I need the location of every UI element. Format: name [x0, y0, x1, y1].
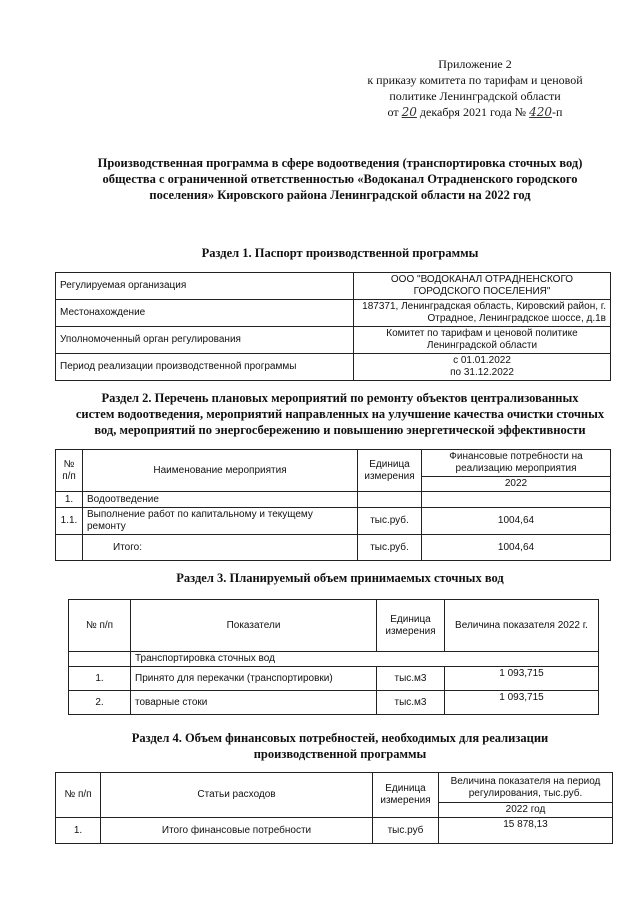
document-title: [40, 155, 640, 203]
section3-title: Раздел 3. Планируемый объем принимаемых сточных вод: [176, 571, 504, 585]
row-unit: тыс.руб.: [358, 508, 422, 535]
col-header-num: № п/п: [56, 450, 83, 492]
row-num: 2.: [69, 691, 131, 715]
table-row: [56, 535, 611, 561]
passport-label: Период реализации производственной программы: [56, 354, 354, 381]
row-unit: тыс.м3: [377, 667, 445, 691]
col-header-unit: Единица измерения: [358, 450, 422, 492]
col-header-unit: Единица измерения: [373, 773, 439, 818]
handwritten-number: 420: [529, 105, 553, 119]
appendix-header: [340, 56, 610, 120]
row-value: [422, 492, 611, 508]
measures-table: [55, 449, 611, 561]
section2-title: [40, 390, 640, 438]
appendix-date-line: [340, 104, 610, 120]
finance-table: [55, 772, 613, 844]
table-group-row: [69, 652, 599, 667]
row-value: 1004,64: [422, 535, 611, 561]
section4-title-line: Раздел 4. Объем финансовых потребностей, необходимых для реализации: [131, 731, 549, 745]
col-header-item: Статьи расходов: [101, 773, 373, 818]
row-value: 1 093,715: [445, 667, 599, 691]
title-line: общества с ограниченной ответственностью «Водоканал Отрадненского городского: [102, 172, 578, 186]
row-indicator: товарные стоки: [131, 691, 377, 715]
table-row: [56, 273, 611, 300]
group-spacer: [69, 652, 131, 667]
row-name: Выполнение работ по капитальному и текущему ремонту: [83, 508, 358, 535]
appendix-line: к приказу комитета по тарифам и ценовой: [367, 73, 583, 87]
row-name: Итого:: [83, 535, 358, 561]
section2-title-line: Раздел 2. Перечень плановых мероприятий по ремонту объектов централизованных: [101, 391, 579, 405]
passport-table: [55, 272, 611, 381]
row-value: 1 093,715: [445, 691, 599, 715]
table-row: [56, 492, 611, 508]
table-row: [56, 354, 611, 381]
col-header-num: № п/п: [56, 773, 101, 818]
section4-title: [40, 730, 640, 762]
row-unit: [358, 492, 422, 508]
handwritten-day: 20: [401, 105, 417, 119]
title-line: поселения» Кировского района Ленинградской области на 2022 год: [149, 188, 531, 202]
appendix-line: политике Ленинградской области: [389, 89, 561, 103]
row-num: 1.1.: [56, 508, 83, 535]
row-num: [56, 535, 83, 561]
appendix-line: Приложение 2: [438, 57, 512, 71]
col-header-name: Наименование мероприятия: [83, 450, 358, 492]
row-unit: тыс.руб.: [358, 535, 422, 561]
section2-title-line: систем водоотведения, мероприятий направленных на улучшение качества очистки сточных: [75, 407, 605, 421]
col-header-year: 2022 год: [439, 803, 613, 818]
section1-title: Раздел 1. Паспорт производственной программы: [201, 246, 479, 260]
col-header-value: Величина показателя на период регулирования, тыс.руб.: [439, 773, 613, 803]
table-row: [56, 508, 611, 535]
row-num: 1.: [69, 667, 131, 691]
section4-title-line: производственной программы: [253, 747, 427, 761]
table-row: [56, 327, 611, 354]
col-header-num: № п/п: [69, 600, 131, 652]
col-header-finance: Финансовые потребности на реализацию мероприятия: [422, 450, 611, 477]
passport-label: Регулируемая организация: [56, 273, 354, 300]
col-header-value: Величина показателя 2022 г.: [445, 600, 599, 652]
passport-label: Местонахождение: [56, 300, 354, 327]
passport-value: 187371, Ленинградская область, Кировский район, г. Отрадное, Ленинградское шоссе, д.1в: [354, 300, 611, 327]
row-unit: тыс.м3: [377, 691, 445, 715]
col-header-unit: Единица измерения: [377, 600, 445, 652]
table-header-row: [56, 450, 611, 477]
table-header-row: [56, 773, 613, 803]
table-header-row: [69, 600, 599, 652]
table-row: [69, 667, 599, 691]
row-item: Итого финансовые потребности: [101, 818, 373, 844]
row-unit: тыс.руб: [373, 818, 439, 844]
section2-title-line: вод, мероприятий по энергосбережению и повышению энергетической эффективности: [94, 423, 586, 437]
passport-value: Комитет по тарифам и ценовой политике Ленинградской области: [354, 327, 611, 354]
period-end: по 31.12.2022: [450, 367, 514, 378]
table-row: [56, 300, 611, 327]
title-line: Производственная программа в сфере водоотведения (транспортировка сточных вод): [97, 156, 583, 170]
row-value: 15 878,13: [439, 818, 613, 844]
row-value: 1004,64: [422, 508, 611, 535]
row-num: 1.: [56, 818, 101, 844]
row-name: Водоотведение: [83, 492, 358, 508]
appendix-prefix: от: [387, 105, 399, 119]
row-num: 1.: [56, 492, 83, 508]
passport-value: ООО "ВОДОКАНАЛ ОТРАДНЕНСКОГО ГОРОДСКОГО ПОСЕЛЕНИЯ": [354, 273, 611, 300]
passport-label: Уполномоченный орган регулирования: [56, 327, 354, 354]
row-indicator: Принято для перекачки (транспортировки): [131, 667, 377, 691]
period-start: с 01.01.2022: [453, 355, 511, 366]
volume-table: [68, 599, 599, 715]
passport-value: [354, 354, 611, 381]
appendix-suffix: -п: [552, 105, 563, 119]
col-header-indicator: Показатели: [131, 600, 377, 652]
group-label: Транспортировка сточных вод: [131, 652, 599, 667]
table-row: [56, 818, 613, 844]
col-header-year: 2022: [422, 477, 611, 492]
appendix-mid: декабря 2021 года №: [419, 105, 527, 119]
table-row: [69, 691, 599, 715]
